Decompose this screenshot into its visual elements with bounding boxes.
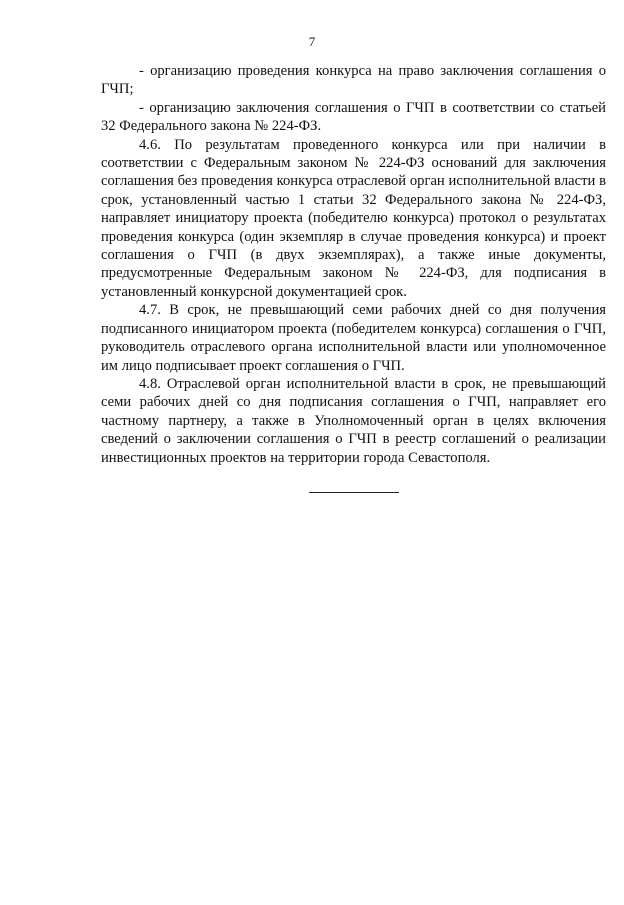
paragraph-4-6: 4.6. По результатам проведенного конкурса или при наличии в соответствии с Федеральным законом № 224-ФЗ оснований для заключения соглашения без проведения конкурса отраслевой орган исполнительной власти в срок, установленный частью 1 статьи 32 Федерального закона № 224-ФЗ, направляет инициатору проекта (победителю конкурса) протокол о результатах проведения конкурса (один экземпляр в случае проведения конкурса) и проект соглашения о ГЧП (в двух экземплярах), а также иные документы, предусмотренные Федеральным законом № 224-ФЗ, для подписания в установленный конкурсной документацией срок. <box>101 136 606 300</box>
document-body <box>101 62 606 467</box>
paragraph-list-item-1: - организацию проведения конкурса на право заключения соглашения о ГЧП; <box>101 63 606 98</box>
page-number: 7 <box>308 34 316 49</box>
paragraph-list-item-2: - организацию заключения соглашения о ГЧП в соответствии со статьей 32 Федерального закона № 224-ФЗ. <box>101 99 606 135</box>
paragraph-4-8: 4.8. Отраслевой орган исполнительной власти в срок, не превышающий семи рабочих дней со дня подписания соглашения о ГЧП, направляет его частному партнеру, а также в Уполномоченный орган в целях включения сведений о заключении соглашения о ГЧП в реестр соглашений о реализации инвестиционных проектов на территории города Севастополя. <box>101 375 606 466</box>
paragraph-4-7: 4.7. В срок, не превышающий семи рабочих дней со дня получения подписанного инициатором проекта (победителем конкурса) соглашения о ГЧП, руководитель отраслевого органа исполнительной власти или уполномоченное им лицо подписывает проект соглашения о ГЧП. <box>101 302 606 374</box>
end-separator-line <box>309 492 399 493</box>
